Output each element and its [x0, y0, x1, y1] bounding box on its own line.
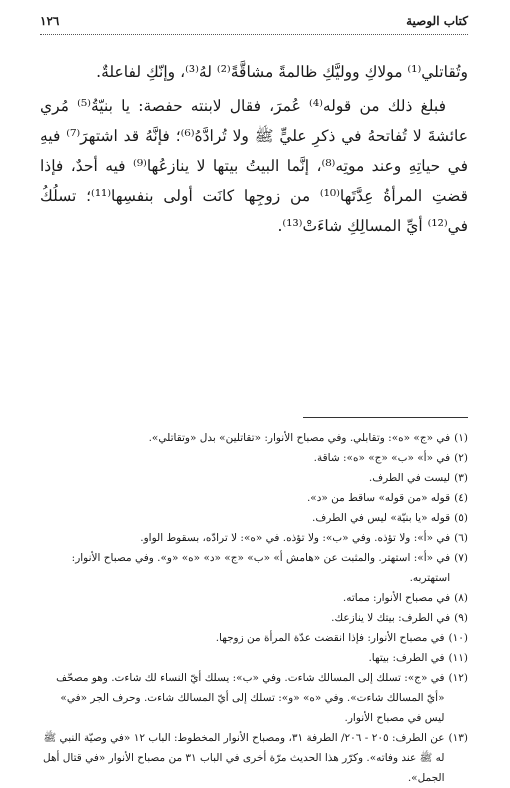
- footnote: [40, 468, 468, 488]
- footnote-number: (٩): [454, 612, 468, 624]
- footnote-number: (٥): [454, 512, 468, 524]
- footnote-text: في «ج» «ه»: وتقابلي. وفي مصباح الأنوار: «تقاتلين» بدل «وتقاتلي».: [148, 432, 451, 444]
- footnote-text: في «أ»: استهتر. والمثبت عن «هامش أ» «ب» «ج» «د» «ه» «و». وفي مصباح الأنوار: استهتربه.: [71, 552, 451, 584]
- footnote-number: (١): [454, 432, 468, 444]
- footnote-text: ليست في الطرف.: [368, 472, 451, 484]
- footnote-text: في «ج»: تسلك إلى المسالك شاءت. وفي «ب»: يسلك أيّ النساء لك شاءت. وهو مصحّف «أيّ المسالك شاءت». وفي «ه» «و»: تسلك إلى أيّ المسالك شاءت. وحرف الجر «في» ليس في مصباح الأنوار.: [56, 672, 445, 724]
- footnote: [40, 428, 468, 448]
- paragraph: فبلغ ذلك من قوله⁽⁴⁾ عُمرَ، فقال لابنته حفصة: يا بنيّةُ⁽⁵⁾ مُري عائشةَ لا تُفاتحهُ في ذكرِ عليٍّ ﷺ ولا تُرادَّهُ⁽⁶⁾؛ فإنَّهُ قد اشتهرَ⁽⁷⁾ فيهِ في حياتِهِ وعند موتِه⁽⁸⁾، إنَّما البيتُ بيتها لا ينازعُها⁽⁹⁾ فيه أحدٌ، فإذا قضتِ المرأةُ عِدَّتَها⁽¹⁰⁾ من زوجِها كانَت أولى بنفسِها⁽¹¹⁾؛ تسلُكُ في⁽¹²⁾ أيِّ المسالِكِ شاءَتْ⁽¹³⁾.: [40, 97, 469, 235]
- footnote: [40, 728, 468, 788]
- footnote-text: قوله «من قوله» ساقط من «د».: [306, 492, 451, 504]
- footnote: [40, 648, 468, 668]
- footnote-text: قوله «يا بنيّة» ليس في الطرف.: [312, 512, 451, 524]
- footnote-text: في الطرف: بيتك لا ينازعك.: [331, 612, 451, 624]
- footnote-text: في «أ»: ولا تؤذه. وفي «ب»: ولا تؤذه. في «ه»: لا ترادّه، بسقوط الواو.: [140, 532, 451, 544]
- footnote-number: (٨): [454, 592, 468, 604]
- footnote-number: (٢): [454, 452, 468, 464]
- footnote-number: (١٠): [448, 632, 468, 644]
- footnote-number: (٧): [454, 552, 468, 564]
- footnote: [40, 448, 468, 468]
- footnote-number: (١١): [448, 652, 468, 664]
- footnote-number: (١٣): [448, 732, 468, 744]
- footnote-text: في «أ» «ب» «ج» «ه»: شاقة.: [313, 452, 451, 464]
- footnote: [40, 628, 468, 648]
- footnote: [40, 608, 468, 628]
- page-number: ١٢٦: [40, 14, 60, 28]
- footnote: [40, 528, 468, 548]
- page-header: [40, 14, 468, 35]
- book-title: كتاب الوصية: [406, 14, 468, 28]
- footnote-separator: [303, 417, 468, 418]
- footnotes: [40, 428, 468, 788]
- main-text: [40, 57, 468, 241]
- footnote-number: (١٢): [448, 672, 468, 684]
- footnote-text: في مصباح الأنوار: مماته.: [342, 592, 451, 604]
- footnote: [40, 488, 468, 508]
- footnote-text: عن الطرف: ٢٠٥ - ٢٠٦/ الطرفة ٣١، ومصباح الأنوار المخطوط: الباب ١٢ «في وصيّة النبي ﷺ له ﷺ عند وفاته». وكرّر هذا الحديث مرّة أخرى في الباب ٣١ من مصباح الأنوار «في قتال أهل الجمل».: [43, 732, 445, 784]
- footnote: [40, 548, 468, 588]
- footnote: [40, 668, 468, 728]
- footnote: [40, 588, 468, 608]
- footnote-number: (٦): [454, 532, 468, 544]
- paragraph: وتُقاتلي⁽¹⁾ مولاكِ ووليَّكِ ظالمةً مشاقَّةً⁽²⁾ لهُ⁽³⁾، وإنّكِ لفاعلةٌ.: [96, 63, 468, 81]
- footnote-number: (٣): [454, 472, 468, 484]
- footnote-text: في الطرف: بيتها.: [368, 652, 445, 664]
- footnote-number: (٤): [454, 492, 468, 504]
- footnote: [40, 508, 468, 528]
- footnote-text: في مصباح الأنوار: فإذا انقضت عدّة المرأة من زوجها.: [215, 632, 445, 644]
